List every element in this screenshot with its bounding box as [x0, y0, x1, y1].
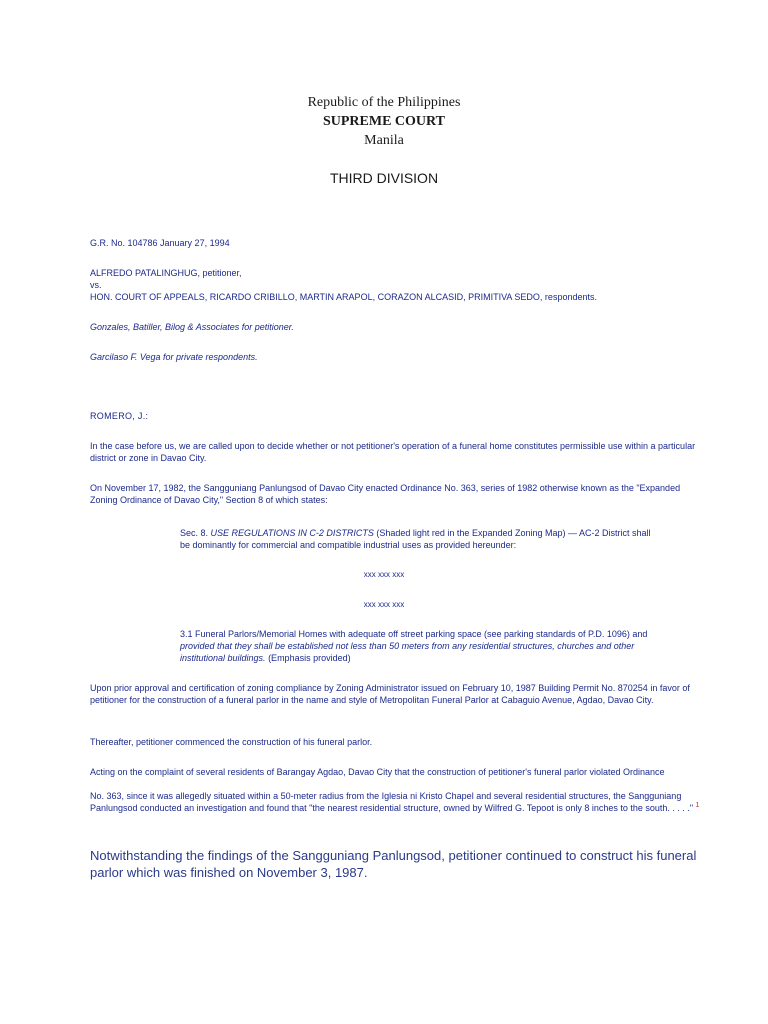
- paragraph-construction: Thereafter, petitioner commenced the construction of his funeral parlor.: [90, 737, 373, 747]
- paragraph-complaint-line1: Acting on the complaint of several residents of Barangay Agdao, Davao City that the construction of petitioner's funeral parlor violated Ordinance: [90, 767, 665, 777]
- omission-marker: xxx xxx xxx: [363, 570, 405, 579]
- ponente: ROMERO, J.:: [90, 411, 149, 421]
- section-8-text: (Shaded light red in the Expanded Zoning Map) — AC-2 District shall be dominantly for commercial and compatible industrial uses as provided hereunder:: [180, 528, 651, 550]
- division-heading: THIRD DIVISION: [329, 170, 439, 186]
- section-3-1-emphasized: provided that they shall be established not less than 50 meters from any residential structures, churches and other institutional buildings.: [180, 641, 635, 663]
- paragraph-intro: In the case before us, we are called upon to decide whether or not petitioner's operation of a funeral home constitutes permissible use within a particular district or zone in Davao City.: [90, 441, 696, 463]
- petitioner-counsel: Gonzales, Batiller, Bilog & Associates for petitioner.: [90, 322, 294, 332]
- paragraph-permit: Upon prior approval and certification of zoning compliance by Zoning Administrator issued on February 10, 1987 Building Permit No. 870254 in favor of petitioner for the construction of a funeral parlor in the name and style of Metropolitan Funeral Parlor at Cabaguio Avenue, Agdao, Davao City.: [90, 683, 690, 705]
- omission-marker: xxx xxx xxx: [363, 600, 405, 609]
- respondents-line: HON. COURT OF APPEALS, RICARDO CRIBILLO, MARTIN ARAPOL, CORAZON ALCASID, PRIMITIVA SEDO, respondents.: [90, 292, 597, 302]
- section-3-1-quote: [180, 628, 660, 664]
- paragraph-completion: Notwithstanding the findings of the Sangguniang Panlungsod, petitioner continued to construct his funeral parlor which was finished on November 3, 1987.: [90, 848, 697, 880]
- section-8-prefix: Sec. 8.: [180, 528, 211, 538]
- footnote-link[interactable]: 1: [695, 802, 700, 809]
- section-8-title: USE REGULATIONS IN C-2 DISTRICTS: [210, 528, 374, 538]
- city-heading: Manila: [364, 133, 404, 148]
- paragraph-ordinance: On November 17, 1982, the Sangguniang Panlungsod of Davao City enacted Ordinance No. 363, series of 1982 otherwise known as the "Expanded Zoning Ordinance of Davao City," Section 8 of which states:: [90, 483, 681, 505]
- section-8-quote: [180, 527, 660, 551]
- republic-heading: Republic of the Philippines: [307, 95, 461, 110]
- paragraph-complaint-text: No. 363, since it was allegedly situated within a 50-meter radius from the Iglesia ni Kristo Chapel and several residential structures, the Sangguniang Panlungsod conducted an investigation and found that "the nearest residential structure, owned by Wilfred G. Tepoot is only 8 inches to the south. . . . .": [90, 791, 694, 813]
- respondents-counsel: Garcilaso F. Vega for private respondents.: [90, 352, 258, 362]
- versus-line: vs.: [90, 280, 102, 290]
- emphasis-note: (Emphasis provided): [265, 653, 351, 663]
- section-3-1-text: 3.1 Funeral Parlors/Memorial Homes with adequate off street parking space (see parking standards of P.D. 1096) and: [180, 629, 648, 639]
- paragraph-complaint: [90, 790, 702, 814]
- petitioner-line: ALFREDO PATALINGHUG, petitioner,: [90, 268, 242, 278]
- case-number: G.R. No. 104786 January 27, 1994: [90, 238, 230, 248]
- court-heading: SUPREME COURT: [322, 114, 445, 129]
